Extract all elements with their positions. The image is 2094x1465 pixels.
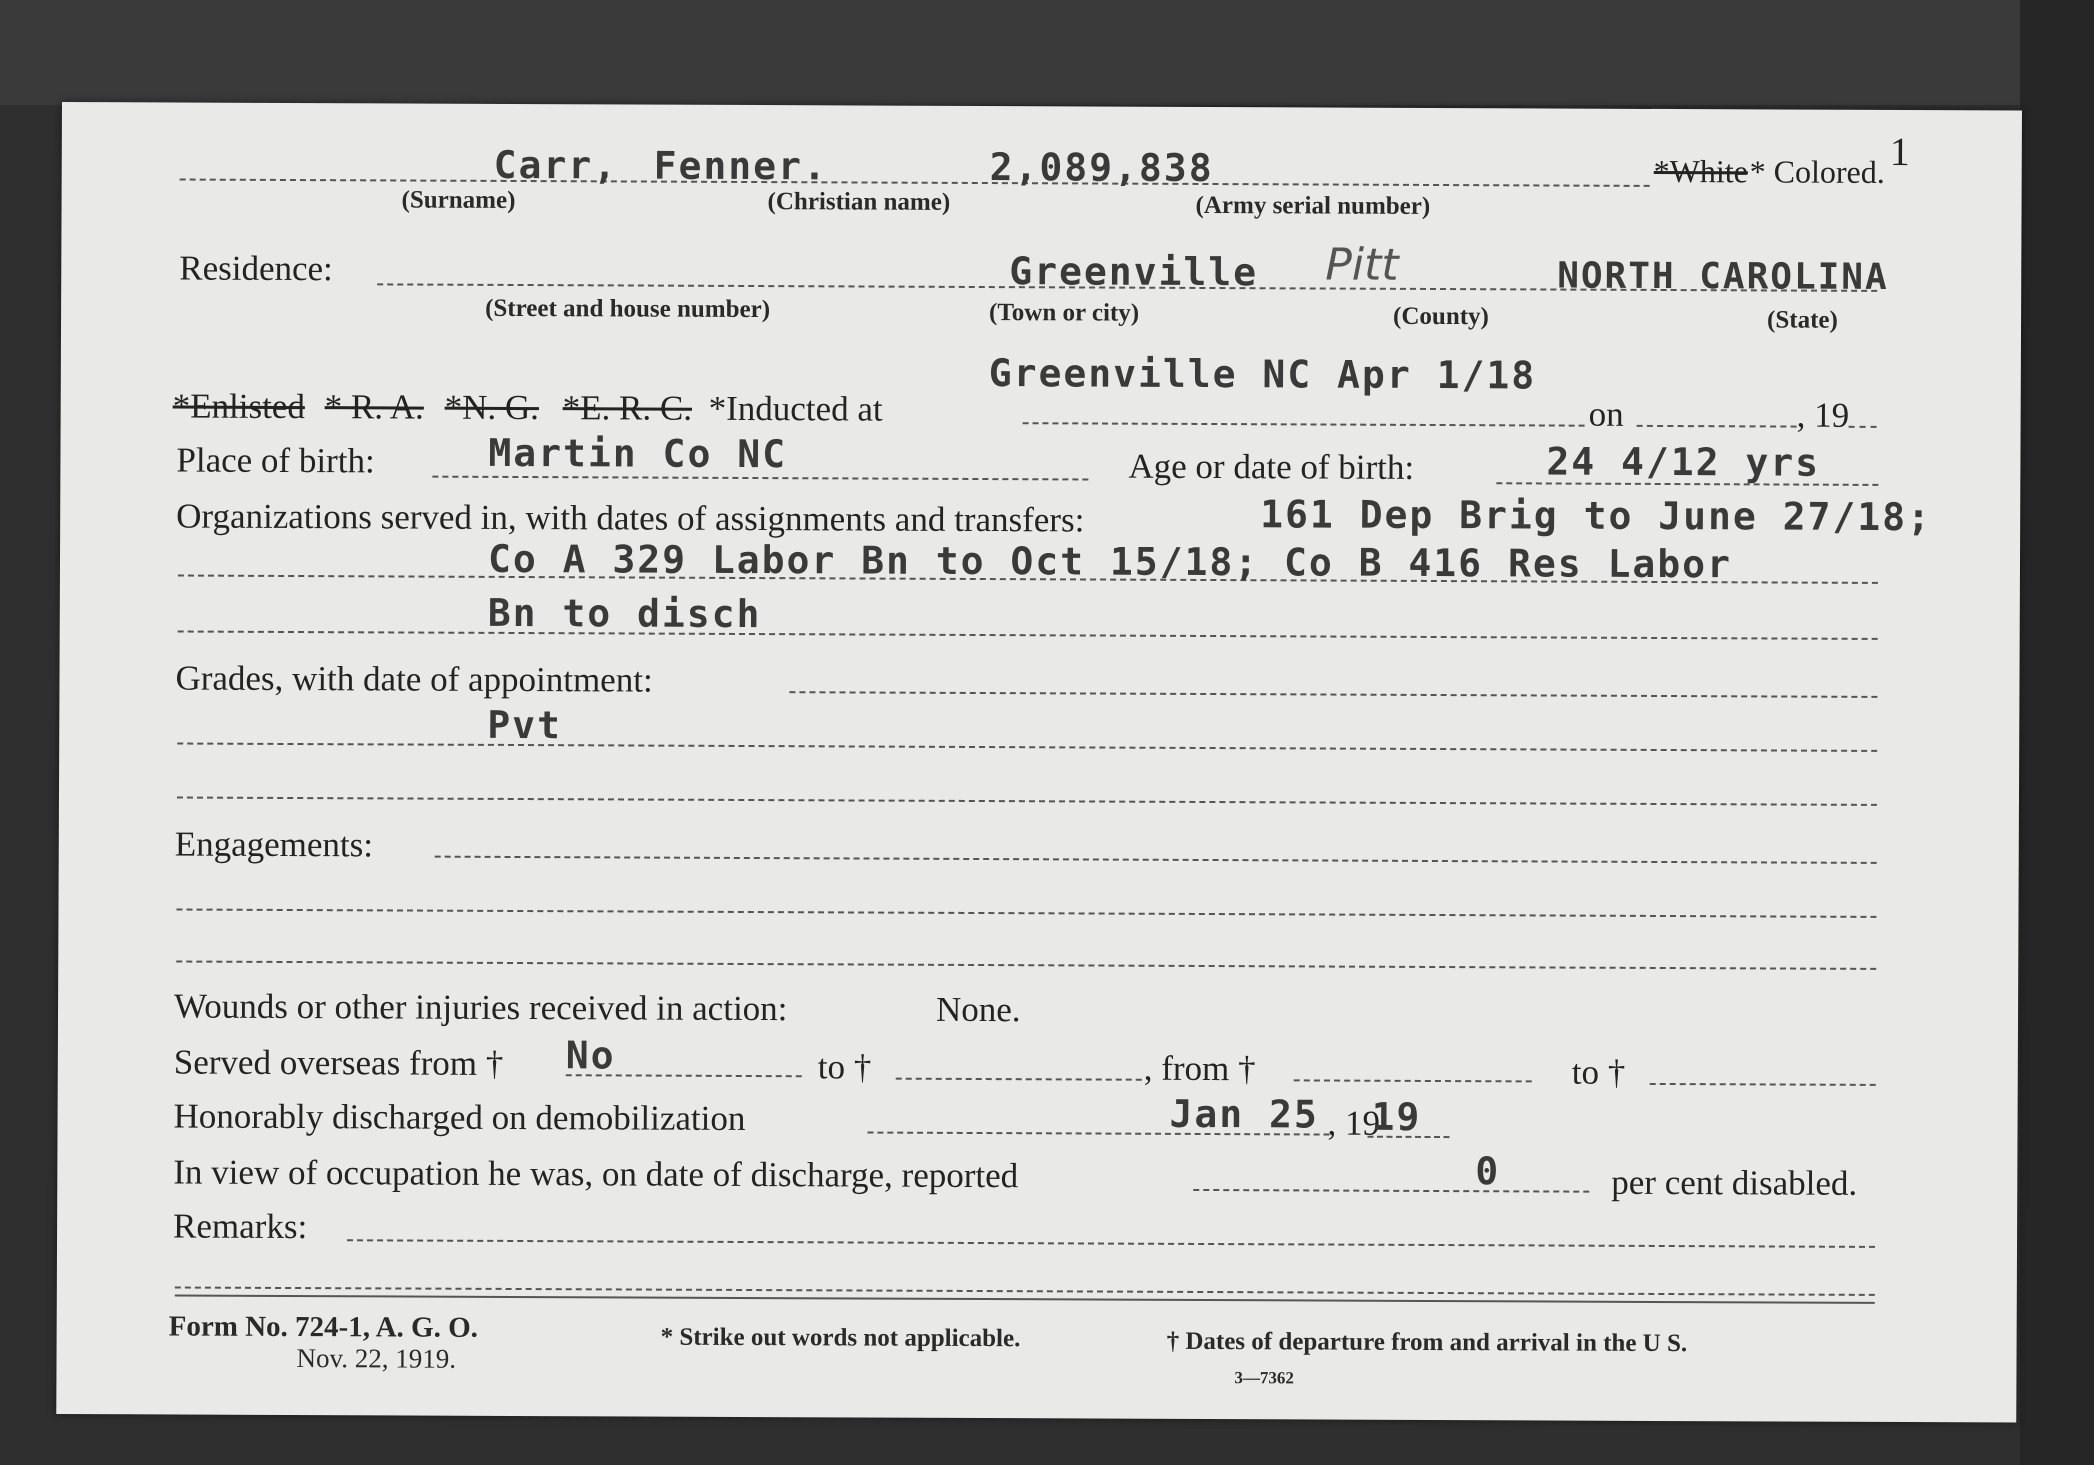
place-of-birth-value: Martin Co NC: [488, 430, 788, 477]
form-number: Form No. 724-1, A. G. O.: [168, 1310, 479, 1344]
enlisted-label: *Enlisted: [172, 386, 305, 427]
overseas-from2-label: , from †: [1143, 1048, 1256, 1089]
on-label: on: [1588, 394, 1624, 434]
overseas-to-label: to †: [817, 1047, 872, 1087]
race-white: *White: [1653, 152, 1748, 190]
grades-label: Grades, with date of appointment:: [175, 658, 653, 700]
print-code: 3—7362: [1234, 1368, 1294, 1388]
grades-rule1: [789, 691, 1877, 698]
ng-label: *N. G.: [444, 387, 540, 428]
ra-label: * R. A.: [324, 387, 424, 427]
overseas-label: Served overseas from †: [173, 1042, 504, 1083]
age-value: 24 4/12 yrs: [1546, 439, 1821, 485]
overseas-to2-line: [1650, 1083, 1876, 1086]
residence-label: Residence:: [179, 248, 333, 289]
enlisted-year-prefix: , 19: [1796, 395, 1850, 435]
christian-name-value: Fenner.: [653, 143, 828, 189]
on-line: [1637, 425, 1797, 428]
overseas-from-value: No: [565, 1033, 616, 1078]
organizations-label: Organizations served in, with dates of assignments and transfers:: [176, 496, 1085, 540]
wounds-label: Wounds or other injuries received in action:: [173, 986, 788, 1029]
county-caption: (County): [1393, 302, 1489, 331]
grades-rule2: [177, 743, 1877, 752]
engagements-rule2: [176, 909, 1876, 918]
residence-state-value: NORTH CAROLINA: [1557, 255, 1889, 298]
inducted-label: *Inducted at: [708, 388, 883, 429]
army-serial-caption: (Army serial number): [1195, 191, 1431, 220]
overseas-from2-line: [1294, 1079, 1532, 1082]
grades-value: Pvt: [487, 702, 563, 748]
record-card: [56, 102, 2022, 1423]
discharge-year-line: [1367, 1136, 1449, 1138]
organizations-rule2: [178, 631, 1878, 640]
street-caption: (Street and house number): [485, 294, 771, 324]
discharge-label: Honorably discharged on demobilization: [173, 1096, 746, 1138]
engagements-rule3: [176, 961, 1876, 970]
disability-value: 0: [1475, 1149, 1501, 1194]
christian-name-caption: (Christian name): [767, 188, 951, 216]
organizations-line3: Bn to disch: [487, 590, 762, 637]
surname-caption: (Surname): [401, 186, 516, 214]
dates-note: † Dates of departure from and arrival in the U S.: [1166, 1327, 1688, 1358]
remarks-rule2: [175, 1287, 1875, 1296]
backdrop-top: [0, 0, 2094, 105]
discharge-year-prefix: , 19: [1327, 1103, 1381, 1143]
page-number: 1: [1889, 128, 1910, 175]
disability-label: In view of occupation he was, on date of discharge, reported: [173, 1152, 1019, 1196]
strike-note: * Strike out words not applicable.: [660, 1323, 1021, 1353]
remarks-rule3: [175, 1295, 1875, 1304]
race-colored: * Colored.: [1749, 153, 1885, 190]
enlisted-year-line: [1849, 426, 1877, 428]
surname-line: [180, 179, 1650, 187]
remarks-rule1: [347, 1239, 1875, 1248]
disability-suffix: per cent disabled.: [1611, 1162, 1858, 1203]
form-date: Nov. 22, 1919.: [296, 1343, 457, 1374]
army-serial-value: 2,089,838: [989, 145, 1214, 191]
residence-town-value: Greenville: [1009, 249, 1259, 295]
age-label: Age or date of birth:: [1128, 446, 1415, 487]
surname-value: Carr,: [493, 142, 619, 188]
discharge-date-value: Jan 25: [1169, 1091, 1319, 1137]
backdrop-right: [2020, 0, 2094, 1465]
inducted-value: Greenville NC Apr 1/18: [988, 351, 1537, 398]
organizations-line1: 161 Dep Brig to June 27/18;: [1260, 492, 1933, 540]
organizations-line2: Co A 329 Labor Bn to Oct 15/18; Co B 416 Res Labor: [487, 536, 1733, 587]
inducted-line: [1023, 422, 1585, 426]
residence-county-value: Pitt: [1325, 239, 1399, 291]
discharge-year-value: 19: [1371, 1094, 1422, 1139]
remarks-label: Remarks:: [173, 1206, 308, 1247]
place-of-birth-line: [432, 476, 1088, 481]
engagements-rule1: [435, 856, 1877, 864]
wounds-value: None.: [935, 989, 1021, 1030]
grades-rule3: [177, 797, 1877, 806]
disability-line: [1193, 1189, 1589, 1193]
town-caption: (Town or city): [989, 299, 1140, 327]
place-of-birth-label: Place of birth:: [176, 440, 375, 481]
engagements-label: Engagements:: [174, 824, 374, 865]
overseas-to2-label: to †: [1571, 1052, 1626, 1092]
overseas-to-line: [896, 1078, 1142, 1081]
state-caption: (State): [1767, 306, 1838, 334]
erc-label: *E. R. C.: [562, 388, 693, 428]
